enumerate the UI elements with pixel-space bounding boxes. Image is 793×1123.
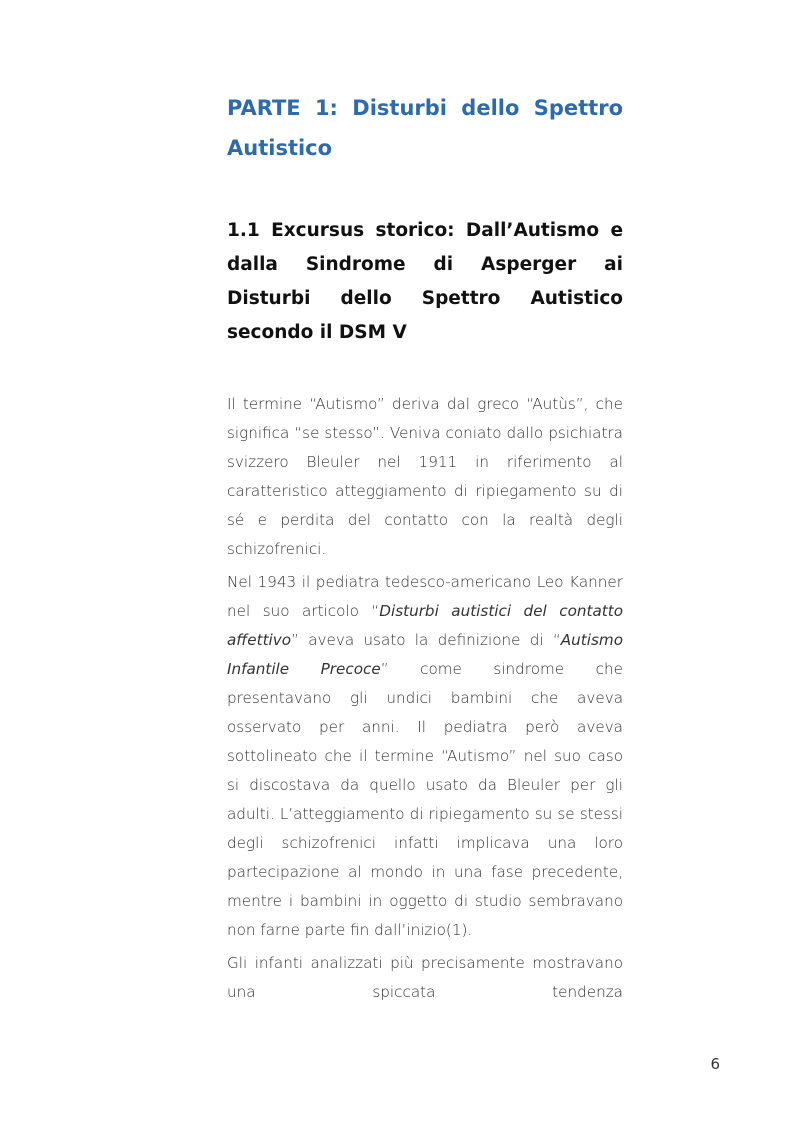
paragraph-2-text-b: ” aveva usato la definizione di “ — [291, 631, 561, 649]
paragraph-2-text-c: ” come sindrome che presentavano gli undici bambini che aveva osservato per anni. Il pediatra però aveva sottolineato che il termine “Autismo” nel suo caso si discostava da quello usato da Bleuler per gli adulti. L’atteggiamento di ripiegamento su se stessi degli schizofrenici infatti implicava una loro partecipazione al mondo in una fase precedente, mentre i bambini in oggetto di studio sembravano non farne parte fin dall’inizio(1). — [227, 660, 623, 939]
page-number: 6 — [710, 1055, 720, 1073]
paragraph-2-italic-title: Disturbi autistici del contatto affettivo — [227, 602, 623, 649]
section-title: 1.1 Excursus storico: Dall’Autismo e dalla Sindrome di Asperger ai Disturbi dello Spettro Autistico secondo il DSM V — [227, 220, 623, 343]
paragraph-2-text-a: Nel 1943 il pediatra tedesco-americano Leo Kanner nel suo articolo “ — [227, 573, 623, 620]
paragraph-2-italic-term: Autismo Infantile Precoce — [227, 631, 623, 678]
page-content — [227, 88, 623, 1007]
part-title: PARTE 1: Disturbi dello Spettro Autistico — [227, 96, 623, 160]
paragraph-3: Gli infanti analizzati più precisamente mostravano una spiccata tendenza — [227, 954, 623, 1001]
paragraph-2 — [227, 568, 623, 945]
paragraph-1: Il termine “Autismo” deriva dal greco “Autùs”, che significa “se stesso”. Veniva coniato dallo psichiatra svizzero Bleuler nel 1911 in riferimento al caratteristico atteggiamento di ripiegamento su di sé e perdita del contatto con la realtà degli schizofrenici. — [227, 395, 623, 558]
